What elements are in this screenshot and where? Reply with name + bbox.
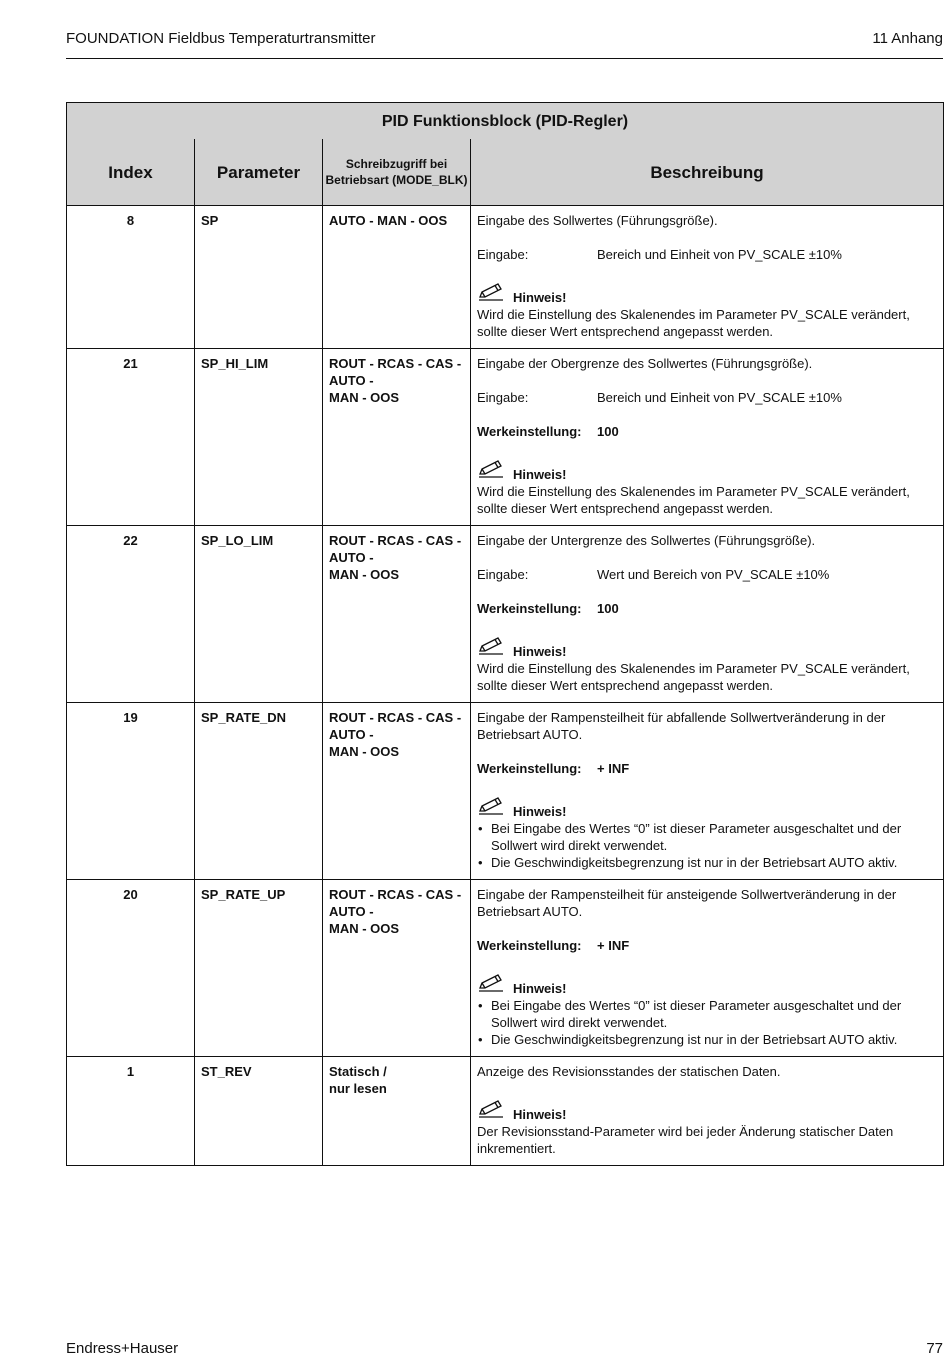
column-header-access: Schreibzugriff bei Betriebsart (MODE_BLK) bbox=[323, 139, 471, 206]
note-heading bbox=[477, 282, 937, 306]
factory-setting-value: 100 bbox=[597, 601, 619, 616]
input-value: Bereich und Einheit von PV_SCALE ±10% bbox=[597, 390, 842, 405]
column-header-index: Index bbox=[67, 139, 195, 206]
input-value: Wert und Bereich von PV_SCALE ±10% bbox=[597, 567, 830, 582]
note-heading bbox=[477, 459, 937, 483]
row-write-access bbox=[323, 206, 471, 349]
row-description bbox=[471, 880, 944, 1057]
note-label: Hinweis! bbox=[513, 467, 567, 482]
row-write-access bbox=[323, 703, 471, 880]
factory-setting-label: Werkeinstellung: bbox=[477, 761, 582, 776]
row-index: 19 bbox=[67, 703, 195, 880]
pencil-note-icon bbox=[477, 973, 513, 997]
row-index: 22 bbox=[67, 526, 195, 703]
table-row bbox=[67, 880, 944, 1057]
factory-setting-value: 100 bbox=[597, 424, 619, 439]
note-label: Hinweis! bbox=[513, 1107, 567, 1122]
note-text: Wird die Einstellung des Skalenendes im Parameter PV_SCALE verändert, sollte dieser Wert entsprechend angepasst werden. bbox=[477, 307, 910, 339]
table-row bbox=[67, 349, 944, 526]
page-header bbox=[66, 30, 943, 47]
note-list-item: • Die Geschwindigkeitsbegrenzung ist nur in der Betriebsart AUTO aktiv. bbox=[491, 1031, 937, 1048]
write-access-text: ROUT - RCAS - CAS - AUTO - MAN - OOS bbox=[329, 533, 462, 582]
row-description bbox=[471, 526, 944, 703]
input-range bbox=[477, 246, 937, 263]
input-label: Eingabe: bbox=[477, 390, 529, 405]
pid-parameter-table bbox=[66, 102, 944, 1166]
factory-setting-label: Werkeinstellung: bbox=[477, 938, 582, 953]
input-range bbox=[477, 566, 937, 583]
row-description bbox=[471, 349, 944, 526]
column-header-parameter: Parameter bbox=[195, 139, 323, 206]
note-heading bbox=[477, 796, 937, 820]
input-label: Eingabe: bbox=[477, 247, 529, 262]
row-parameter: SP_RATE_DN bbox=[195, 703, 323, 880]
note-label: Hinweis! bbox=[513, 644, 567, 659]
factory-setting-label: Werkeinstellung: bbox=[477, 601, 582, 616]
row-index: 21 bbox=[67, 349, 195, 526]
factory-setting bbox=[477, 423, 937, 440]
row-description bbox=[471, 703, 944, 880]
note-heading bbox=[477, 973, 937, 997]
table-row bbox=[67, 1057, 944, 1166]
row-write-access bbox=[323, 880, 471, 1057]
write-access-text: AUTO - MAN - OOS bbox=[329, 213, 448, 228]
row-parameter: SP_HI_LIM bbox=[195, 349, 323, 526]
row-parameter: SP bbox=[195, 206, 323, 349]
write-access-text: ROUT - RCAS - CAS - AUTO - MAN - OOS bbox=[329, 887, 462, 936]
factory-setting-value: + INF bbox=[597, 938, 630, 953]
description-text: Eingabe der Rampensteilheit für ansteigende Sollwertveränderung in der Betriebsart AUTO. bbox=[477, 887, 897, 919]
table-row bbox=[67, 703, 944, 880]
input-value: Bereich und Einheit von PV_SCALE ±10% bbox=[597, 247, 842, 262]
factory-setting-value: + INF bbox=[597, 761, 630, 776]
note-list-item: • Bei Eingabe des Wertes “0” ist dieser Parameter ausgeschaltet und der Sollwert wird direkt verwendet. bbox=[491, 997, 937, 1031]
note-label: Hinweis! bbox=[513, 290, 567, 305]
page-number: 77 bbox=[926, 1340, 943, 1357]
write-access-text: ROUT - RCAS - CAS - AUTO - MAN - OOS bbox=[329, 356, 462, 405]
write-access-text: ROUT - RCAS - CAS - AUTO - MAN - OOS bbox=[329, 710, 462, 759]
header-title: FOUNDATION Fieldbus Temperaturtransmitter bbox=[66, 30, 376, 47]
row-index: 1 bbox=[67, 1057, 195, 1166]
table-title: PID Funktionsblock (PID-Regler) bbox=[67, 103, 944, 140]
row-index: 20 bbox=[67, 880, 195, 1057]
note-list-item: • Bei Eingabe des Wertes “0” ist dieser Parameter ausgeschaltet und der Sollwert wird direkt verwendet. bbox=[491, 820, 937, 854]
row-parameter: SP_RATE_UP bbox=[195, 880, 323, 1057]
note-list bbox=[477, 997, 937, 1048]
factory-setting-label: Werkeinstellung: bbox=[477, 424, 582, 439]
table-row bbox=[67, 206, 944, 349]
pencil-note-icon bbox=[477, 459, 513, 483]
note-heading bbox=[477, 636, 937, 660]
description-text: Anzeige des Revisionsstandes der statischen Daten. bbox=[477, 1064, 781, 1079]
row-write-access bbox=[323, 1057, 471, 1166]
note-list-item: • Die Geschwindigkeitsbegrenzung ist nur in der Betriebsart AUTO aktiv. bbox=[491, 854, 937, 871]
row-description bbox=[471, 1057, 944, 1166]
note-label: Hinweis! bbox=[513, 804, 567, 819]
input-label: Eingabe: bbox=[477, 567, 529, 582]
row-parameter: SP_LO_LIM bbox=[195, 526, 323, 703]
factory-setting bbox=[477, 600, 937, 617]
description-text: Eingabe der Rampensteilheit für abfallende Sollwertveränderung in der Betriebsart AUTO. bbox=[477, 710, 886, 742]
header-chapter: 11 Anhang bbox=[872, 30, 943, 47]
description-text: Eingabe der Untergrenze des Sollwertes (Führungsgröße). bbox=[477, 533, 816, 548]
note-label: Hinweis! bbox=[513, 981, 567, 996]
description-text: Eingabe der Obergrenze des Sollwertes (Führungsgröße). bbox=[477, 356, 813, 371]
table-row bbox=[67, 526, 944, 703]
row-index: 8 bbox=[67, 206, 195, 349]
factory-setting bbox=[477, 760, 937, 777]
write-access-text: Statisch / nur lesen bbox=[329, 1064, 387, 1096]
note-text: Der Revisionsstand-Parameter wird bei jeder Änderung statischer Daten inkrementiert. bbox=[477, 1124, 894, 1156]
input-range bbox=[477, 389, 937, 406]
note-heading bbox=[477, 1099, 937, 1123]
pencil-note-icon bbox=[477, 282, 513, 306]
footer-brand: Endress+Hauser bbox=[66, 1340, 179, 1357]
row-parameter: ST_REV bbox=[195, 1057, 323, 1166]
note-text: Wird die Einstellung des Skalenendes im Parameter PV_SCALE verändert, sollte dieser Wert entsprechend angepasst werden. bbox=[477, 661, 910, 693]
pencil-note-icon bbox=[477, 796, 513, 820]
description-text: Eingabe des Sollwertes (Führungsgröße). bbox=[477, 213, 718, 228]
row-write-access bbox=[323, 349, 471, 526]
pencil-note-icon bbox=[477, 1099, 513, 1123]
row-description bbox=[471, 206, 944, 349]
row-write-access bbox=[323, 526, 471, 703]
note-text: Wird die Einstellung des Skalenendes im Parameter PV_SCALE verändert, sollte dieser Wert entsprechend angepasst werden. bbox=[477, 484, 910, 516]
header-rule bbox=[66, 58, 943, 59]
factory-setting bbox=[477, 937, 937, 954]
page-footer bbox=[66, 1340, 943, 1357]
note-list bbox=[477, 820, 937, 871]
pencil-note-icon bbox=[477, 636, 513, 660]
column-header-description: Beschreibung bbox=[471, 139, 944, 206]
